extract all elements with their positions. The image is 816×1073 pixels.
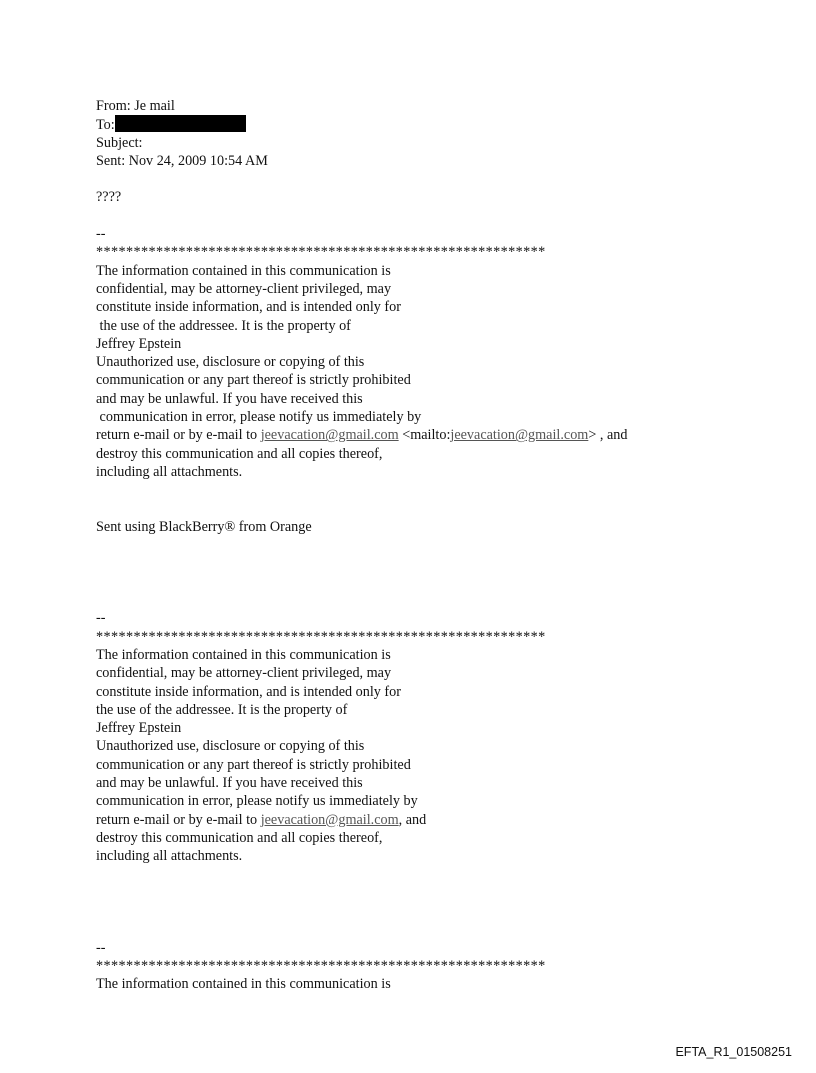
- disclaimer-line: and may be unlawful. If you have received this: [96, 390, 363, 407]
- disclaimer-line: communication in error, please notify us immediately by: [96, 409, 422, 426]
- disclaimer-line: Jeffrey Epstein: [96, 335, 182, 352]
- signature-dash: --: [96, 226, 106, 243]
- disclaimer-line: confidential, may be attorney-client privileged, may: [96, 665, 392, 682]
- disclaimer-line: including all attachments.: [96, 463, 243, 480]
- mailto-link[interactable]: jeevacation@gmail.com: [450, 427, 589, 444]
- disclaimer-text: <mailto:: [398, 427, 451, 444]
- disclaimer-text: , and: [398, 811, 427, 828]
- disclaimer-line: destroy this communication and all copies thereof,: [96, 445, 383, 462]
- star-divider: ************************************************************: [96, 957, 546, 974]
- disclaimer-line: constitute inside information, and is intended only for: [96, 299, 401, 316]
- signature-dash: --: [96, 939, 106, 956]
- disclaimer-line: The information contained in this communication is: [96, 976, 391, 993]
- redaction-box: [115, 115, 246, 132]
- to-label: To:: [96, 117, 115, 134]
- disclaimer-line: communication or any part thereof is strictly prohibited: [96, 372, 411, 389]
- disclaimer-line: confidential, may be attorney-client privileged, may: [96, 280, 392, 297]
- disclaimer-line: The information contained in this communication is: [96, 646, 391, 663]
- disclaimer-line: The information contained in this communication is: [96, 262, 391, 279]
- disclaimer-line: Unauthorized use, disclosure or copying of this: [96, 354, 365, 371]
- to-line: [96, 115, 776, 133]
- disclaimer-line: including all attachments.: [96, 848, 243, 865]
- disclaimer-line: communication or any part thereof is strictly prohibited: [96, 756, 411, 773]
- message-body: ????: [96, 189, 122, 206]
- email-link[interactable]: jeevacation@gmail.com: [260, 811, 399, 828]
- disclaimer-line: Jeffrey Epstein: [96, 720, 182, 737]
- disclaimer-text: > , and: [588, 427, 628, 444]
- document-id: EFTA_R1_01508251: [675, 1045, 792, 1059]
- star-divider: ************************************************************: [96, 628, 546, 645]
- sent-line: Sent: Nov 24, 2009 10:54 AM: [96, 152, 268, 169]
- disclaimer-line: communication in error, please notify us immediately by: [96, 793, 418, 810]
- signature-dash: --: [96, 610, 106, 627]
- disclaimer-line: destroy this communication and all copies thereof,: [96, 829, 383, 846]
- disclaimer-line: the use of the addressee. It is the property of: [96, 701, 348, 718]
- disclaimer-line: [96, 811, 776, 829]
- star-divider: ************************************************************: [96, 244, 546, 261]
- disclaimer-line: [96, 426, 776, 444]
- disclaimer-text: return e-mail or by e-mail to: [96, 811, 261, 828]
- subject-line: Subject:: [96, 134, 143, 151]
- disclaimer-line: Unauthorized use, disclosure or copying of this: [96, 738, 365, 755]
- email-document: [96, 97, 776, 994]
- disclaimer-line: and may be unlawful. If you have received this: [96, 774, 363, 791]
- disclaimer-line: constitute inside information, and is intended only for: [96, 683, 401, 700]
- disclaimer-line: the use of the addressee. It is the property of: [96, 317, 351, 334]
- disclaimer-text: return e-mail or by e-mail to: [96, 427, 261, 444]
- from-line: From: Je mail: [96, 98, 175, 114]
- sent-using-line: Sent using BlackBerry® from Orange: [96, 518, 312, 535]
- email-link[interactable]: jeevacation@gmail.com: [260, 427, 399, 444]
